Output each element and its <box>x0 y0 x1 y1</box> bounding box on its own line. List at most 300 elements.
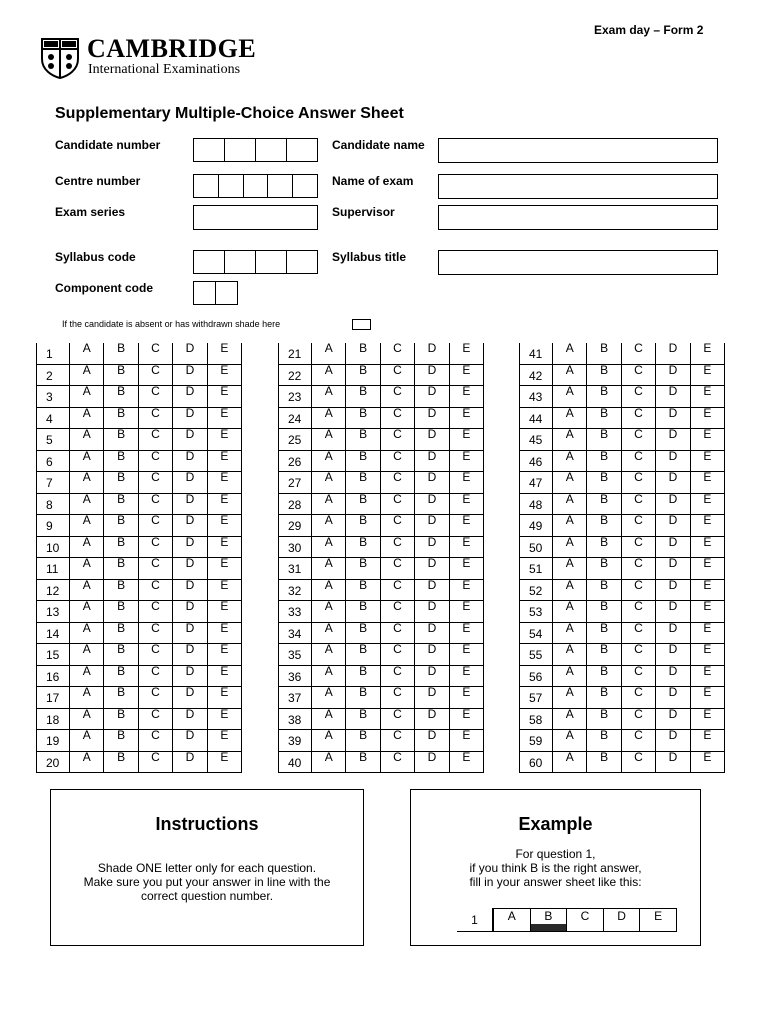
option-shade-box[interactable] <box>622 611 656 621</box>
option-shade-box[interactable] <box>553 762 587 772</box>
option-shade-box[interactable] <box>587 525 621 535</box>
option-shade-box[interactable] <box>346 762 380 772</box>
option-shade-box[interactable] <box>346 396 380 406</box>
option-shade-box[interactable] <box>346 697 380 707</box>
option-shade-box[interactable] <box>104 396 138 406</box>
option-shade-box[interactable] <box>312 439 346 449</box>
option-shade-box[interactable] <box>312 482 346 492</box>
option-label: E <box>450 451 484 461</box>
option-shade-box[interactable] <box>70 353 104 363</box>
option-label: A <box>70 537 104 547</box>
option-label: A <box>553 752 587 762</box>
option-label: A <box>553 623 587 633</box>
option-label: B <box>104 386 138 396</box>
option-shade-box[interactable] <box>104 525 138 535</box>
option-shade-box[interactable] <box>312 568 346 578</box>
option-label: A <box>553 709 587 719</box>
option-shade-box[interactable] <box>312 654 346 664</box>
option-shade-box[interactable] <box>173 740 207 750</box>
question-number: 10 <box>36 537 70 559</box>
answer-row <box>36 644 242 666</box>
option-shade-box[interactable] <box>691 482 725 492</box>
option-shade-box[interactable] <box>173 482 207 492</box>
option-shade-box[interactable] <box>691 568 725 578</box>
option-label: D <box>173 429 207 439</box>
option-label: B <box>587 537 621 547</box>
option-shade-box[interactable] <box>139 740 173 750</box>
option-shade-box[interactable] <box>139 482 173 492</box>
option-label: A <box>70 515 104 525</box>
centre-number-label: Centre number <box>55 174 141 188</box>
option-label: A <box>70 408 104 418</box>
option-shade-box[interactable] <box>415 654 449 664</box>
option-shade-box[interactable] <box>139 654 173 664</box>
option-shade-box[interactable] <box>553 697 587 707</box>
option-label: C <box>622 386 656 396</box>
option-label: E <box>691 623 725 633</box>
option-label: B <box>587 472 621 482</box>
option-shade-box[interactable] <box>553 396 587 406</box>
option-shade-box[interactable] <box>415 611 449 621</box>
option-shade-box[interactable] <box>208 762 242 772</box>
option-shade-box[interactable] <box>312 353 346 363</box>
option-shade-box[interactable] <box>346 740 380 750</box>
option-label: D <box>173 343 207 353</box>
option-shade-box[interactable] <box>587 762 621 772</box>
option-shade-box[interactable] <box>173 611 207 621</box>
option-shade-box[interactable] <box>208 611 242 621</box>
answer-row <box>36 730 242 752</box>
option-shade-box[interactable] <box>312 740 346 750</box>
option-label: A <box>553 558 587 568</box>
option-shade-box[interactable] <box>450 439 484 449</box>
option-label: C <box>622 515 656 525</box>
option-shade-box[interactable] <box>450 353 484 363</box>
option-shade-box[interactable] <box>381 654 415 664</box>
option-label: D <box>173 537 207 547</box>
option-shade-box[interactable] <box>553 740 587 750</box>
supervisor-field[interactable] <box>438 205 718 230</box>
option-shade-box[interactable] <box>173 396 207 406</box>
option-shade-box[interactable] <box>553 654 587 664</box>
option-shade-box[interactable] <box>104 482 138 492</box>
option-label: E <box>208 451 242 461</box>
option-shade-box[interactable] <box>139 762 173 772</box>
option-shade-box[interactable] <box>656 611 690 621</box>
option-shade-box[interactable] <box>312 396 346 406</box>
option-shade-box[interactable] <box>553 439 587 449</box>
option-shade-box[interactable] <box>381 568 415 578</box>
option-shade-box[interactable] <box>381 482 415 492</box>
option-shade-box[interactable] <box>346 611 380 621</box>
example-option-label: B <box>531 909 568 924</box>
instructions-title: Instructions <box>155 814 259 834</box>
option-shade-box[interactable] <box>450 611 484 621</box>
option-shade-box[interactable] <box>656 439 690 449</box>
option-shade-box[interactable] <box>450 697 484 707</box>
candidate-name-field[interactable] <box>438 138 718 163</box>
option-shade-box[interactable] <box>208 697 242 707</box>
option-shade-box[interactable] <box>415 740 449 750</box>
option-label: E <box>691 537 725 547</box>
question-number: 60 <box>519 752 553 774</box>
option-shade-box[interactable] <box>553 482 587 492</box>
option-shade-box[interactable] <box>104 353 138 363</box>
option-label: A <box>312 580 346 590</box>
option-shade-box[interactable] <box>104 697 138 707</box>
option-label: C <box>139 494 173 504</box>
option-label: B <box>587 666 621 676</box>
option-shade-box[interactable] <box>587 697 621 707</box>
option-shade-box[interactable] <box>656 568 690 578</box>
option-label: B <box>104 494 138 504</box>
option-label: A <box>312 451 346 461</box>
absent-shade-box[interactable] <box>352 319 371 330</box>
option-shade-box[interactable] <box>139 568 173 578</box>
option-label: C <box>139 709 173 719</box>
option-shade-box[interactable] <box>70 568 104 578</box>
option-shade-box[interactable] <box>173 439 207 449</box>
option-shade-box[interactable] <box>70 762 104 772</box>
option-shade-box[interactable] <box>656 396 690 406</box>
option-shade-box[interactable] <box>208 654 242 664</box>
option-shade-box[interactable] <box>587 568 621 578</box>
option-shade-box[interactable] <box>553 525 587 535</box>
option-shade-box[interactable] <box>622 353 656 363</box>
option-shade-box[interactable] <box>691 353 725 363</box>
option-shade-box[interactable] <box>208 353 242 363</box>
option-label: A <box>312 623 346 633</box>
option-label: B <box>346 451 380 461</box>
option-label: E <box>691 752 725 762</box>
option-shade-box[interactable] <box>622 525 656 535</box>
option-shade-box[interactable] <box>208 740 242 750</box>
option-label: D <box>656 537 690 547</box>
option-shade-box[interactable] <box>622 396 656 406</box>
option-shade-box[interactable] <box>104 740 138 750</box>
option-label: C <box>139 687 173 697</box>
option-label: A <box>553 666 587 676</box>
option-shade-box[interactable] <box>381 697 415 707</box>
option-label: B <box>346 687 380 697</box>
question-number: 22 <box>278 365 312 387</box>
option-shade-box[interactable] <box>70 697 104 707</box>
option-shade-box[interactable] <box>587 396 621 406</box>
option-label: A <box>553 644 587 654</box>
option-label: E <box>208 601 242 611</box>
option-label: E <box>691 644 725 654</box>
answer-column-1 <box>36 343 242 773</box>
option-shade-box[interactable] <box>381 611 415 621</box>
candidate-name-label: Candidate name <box>332 138 425 152</box>
option-shade-box[interactable] <box>450 482 484 492</box>
option-shade-box[interactable] <box>587 654 621 664</box>
option-shade-box[interactable] <box>381 439 415 449</box>
option-shade-box[interactable] <box>173 525 207 535</box>
answer-row <box>519 663 725 688</box>
option-shade-box[interactable] <box>173 353 207 363</box>
answer-row <box>519 429 725 451</box>
option-shade-box[interactable] <box>656 525 690 535</box>
option-label: C <box>622 752 656 762</box>
option-shade-box[interactable] <box>173 697 207 707</box>
option-shade-box[interactable] <box>208 439 242 449</box>
option-shade-box[interactable] <box>381 740 415 750</box>
question-number: 30 <box>278 537 312 559</box>
question-number: 25 <box>278 429 312 451</box>
option-shade-box[interactable] <box>346 568 380 578</box>
option-shade-box[interactable] <box>691 654 725 664</box>
option-shade-box[interactable] <box>450 396 484 406</box>
option-shade-box[interactable] <box>208 396 242 406</box>
component-code-boxes[interactable] <box>193 281 238 305</box>
option-label: A <box>312 429 346 439</box>
answer-row <box>519 491 725 516</box>
option-label: D <box>173 494 207 504</box>
option-shade-box[interactable] <box>691 762 725 772</box>
option-label: B <box>104 601 138 611</box>
option-shade-box[interactable] <box>415 568 449 578</box>
question-number: 46 <box>519 451 553 473</box>
answer-row <box>36 558 242 580</box>
option-label: E <box>691 666 725 676</box>
option-shade-box[interactable] <box>691 525 725 535</box>
answer-row <box>519 706 725 731</box>
option-label: A <box>70 451 104 461</box>
option-shade-box[interactable] <box>691 396 725 406</box>
option-label: E <box>208 365 242 375</box>
option-shade-box[interactable] <box>450 740 484 750</box>
option-shade-box[interactable] <box>208 568 242 578</box>
option-shade-box[interactable] <box>381 396 415 406</box>
option-shade-box[interactable] <box>173 762 207 772</box>
option-shade-box[interactable] <box>450 568 484 578</box>
answer-row <box>36 577 242 602</box>
candidate-number-boxes[interactable] <box>193 138 318 162</box>
option-shade-box[interactable] <box>173 568 207 578</box>
option-label: A <box>312 709 346 719</box>
option-label: B <box>104 472 138 482</box>
option-label: B <box>346 601 380 611</box>
option-label: E <box>208 558 242 568</box>
option-shade-box[interactable] <box>208 525 242 535</box>
option-label: A <box>553 687 587 697</box>
option-shade-box[interactable] <box>70 525 104 535</box>
option-shade-box[interactable] <box>415 439 449 449</box>
option-label: E <box>450 709 484 719</box>
option-shade-box[interactable] <box>587 353 621 363</box>
option-label: A <box>553 429 587 439</box>
option-label: E <box>691 451 725 461</box>
option-label: D <box>173 623 207 633</box>
option-shade-box[interactable] <box>104 439 138 449</box>
centre-number-boxes[interactable] <box>193 174 318 198</box>
option-shade-box[interactable] <box>450 654 484 664</box>
option-shade-box[interactable] <box>415 762 449 772</box>
answer-row <box>36 429 242 451</box>
option-shade-box[interactable] <box>70 439 104 449</box>
option-label: B <box>104 687 138 697</box>
option-shade-box[interactable] <box>312 762 346 772</box>
question-number: 20 <box>36 752 70 774</box>
syllabus-title-field[interactable] <box>438 250 718 275</box>
option-shade-box[interactable] <box>312 697 346 707</box>
brand-name: CAMBRIDGE <box>87 34 257 63</box>
option-shade-box[interactable] <box>587 482 621 492</box>
option-shade-box[interactable] <box>70 740 104 750</box>
option-label: E <box>450 365 484 375</box>
option-shade-box[interactable] <box>587 611 621 621</box>
question-number: 47 <box>519 472 553 494</box>
option-label: E <box>450 601 484 611</box>
option-label: A <box>70 429 104 439</box>
option-shade-box[interactable] <box>70 611 104 621</box>
option-shade-box[interactable] <box>346 525 380 535</box>
option-shade-box[interactable] <box>587 740 621 750</box>
option-label: E <box>208 386 242 396</box>
option-shade-box[interactable] <box>656 740 690 750</box>
option-shade-box[interactable] <box>415 396 449 406</box>
option-shade-box[interactable] <box>656 654 690 664</box>
option-shade-box[interactable] <box>104 568 138 578</box>
option-shade-box[interactable] <box>381 525 415 535</box>
option-label: D <box>656 515 690 525</box>
answer-row <box>36 706 242 731</box>
question-number: 24 <box>278 408 312 430</box>
option-shade-box[interactable] <box>553 611 587 621</box>
option-shade-box[interactable] <box>139 697 173 707</box>
option-shade-box[interactable] <box>656 482 690 492</box>
option-shade-box[interactable] <box>622 740 656 750</box>
option-label: D <box>415 429 449 439</box>
option-shade-box[interactable] <box>312 611 346 621</box>
option-shade-box[interactable] <box>346 654 380 664</box>
option-shade-box[interactable] <box>553 353 587 363</box>
option-shade-box[interactable] <box>312 525 346 535</box>
sheet-title: Supplementary Multiple-Choice Answer Sheet <box>55 105 404 122</box>
option-label: D <box>415 580 449 590</box>
option-label: B <box>346 730 380 740</box>
question-number: 5 <box>36 429 70 451</box>
option-shade-box[interactable] <box>415 353 449 363</box>
option-shade-box[interactable] <box>346 353 380 363</box>
option-shade-box[interactable] <box>139 353 173 363</box>
option-label: D <box>415 709 449 719</box>
supervisor-label: Supervisor <box>332 205 395 219</box>
option-shade-box[interactable] <box>104 611 138 621</box>
option-shade-box[interactable] <box>415 697 449 707</box>
option-shade-box[interactable] <box>622 762 656 772</box>
question-number: 56 <box>519 666 553 688</box>
option-label: B <box>104 558 138 568</box>
answer-row <box>278 644 484 666</box>
answer-row <box>519 515 725 537</box>
option-shade-box[interactable] <box>70 482 104 492</box>
answer-row <box>278 472 484 494</box>
option-shade-box[interactable] <box>587 439 621 449</box>
option-shade-box[interactable] <box>381 353 415 363</box>
option-shade-box[interactable] <box>622 697 656 707</box>
option-label: B <box>346 472 380 482</box>
option-label: C <box>139 365 173 375</box>
option-shade-box[interactable] <box>691 740 725 750</box>
option-label: C <box>381 709 415 719</box>
option-shade-box[interactable] <box>656 697 690 707</box>
option-shade-box[interactable] <box>415 525 449 535</box>
example-answer-row <box>457 908 677 932</box>
option-shade-box[interactable] <box>691 439 725 449</box>
question-number: 37 <box>278 687 312 709</box>
exam-series-field[interactable] <box>193 205 318 230</box>
option-label: E <box>691 730 725 740</box>
option-label: C <box>622 343 656 353</box>
option-shade-box[interactable] <box>139 525 173 535</box>
option-label: E <box>208 472 242 482</box>
option-shade-box[interactable] <box>415 482 449 492</box>
option-label: A <box>70 666 104 676</box>
option-shade-box[interactable] <box>346 439 380 449</box>
option-label: D <box>656 752 690 762</box>
option-shade-box[interactable] <box>622 482 656 492</box>
option-shade-box[interactable] <box>450 525 484 535</box>
option-shade-box[interactable] <box>139 439 173 449</box>
option-shade-box[interactable] <box>173 654 207 664</box>
option-label: D <box>415 365 449 375</box>
option-shade-box[interactable] <box>656 353 690 363</box>
option-label: D <box>415 386 449 396</box>
option-shade-box[interactable] <box>208 482 242 492</box>
example-shade-box <box>640 924 677 931</box>
option-shade-box[interactable] <box>104 654 138 664</box>
option-label: C <box>622 644 656 654</box>
option-label: C <box>381 580 415 590</box>
option-label: C <box>381 687 415 697</box>
option-shade-box[interactable] <box>139 611 173 621</box>
option-shade-box[interactable] <box>104 762 138 772</box>
question-number: 34 <box>278 623 312 645</box>
question-number: 31 <box>278 558 312 580</box>
option-shade-box[interactable] <box>691 611 725 621</box>
option-label: A <box>70 365 104 375</box>
answer-row <box>519 343 725 365</box>
option-shade-box[interactable] <box>70 654 104 664</box>
option-shade-box[interactable] <box>622 568 656 578</box>
option-label: B <box>104 365 138 375</box>
option-label: C <box>139 515 173 525</box>
question-number: 26 <box>278 451 312 473</box>
option-label: D <box>415 644 449 654</box>
answer-row <box>278 362 484 387</box>
option-shade-box[interactable] <box>346 482 380 492</box>
option-label: D <box>173 408 207 418</box>
option-shade-box[interactable] <box>70 396 104 406</box>
option-shade-box[interactable] <box>139 396 173 406</box>
name-of-exam-field[interactable] <box>438 174 718 199</box>
option-shade-box[interactable] <box>656 762 690 772</box>
option-shade-box[interactable] <box>553 568 587 578</box>
answer-row <box>36 534 242 559</box>
syllabus-code-boxes[interactable] <box>193 250 318 274</box>
option-label: E <box>450 580 484 590</box>
option-shade-box[interactable] <box>622 654 656 664</box>
option-shade-box[interactable] <box>622 439 656 449</box>
example-line-2: if you think B is the right answer, <box>469 861 642 875</box>
option-shade-box[interactable] <box>450 762 484 772</box>
option-label: D <box>173 365 207 375</box>
option-shade-box[interactable] <box>381 762 415 772</box>
option-label: E <box>208 623 242 633</box>
option-shade-box[interactable] <box>691 697 725 707</box>
